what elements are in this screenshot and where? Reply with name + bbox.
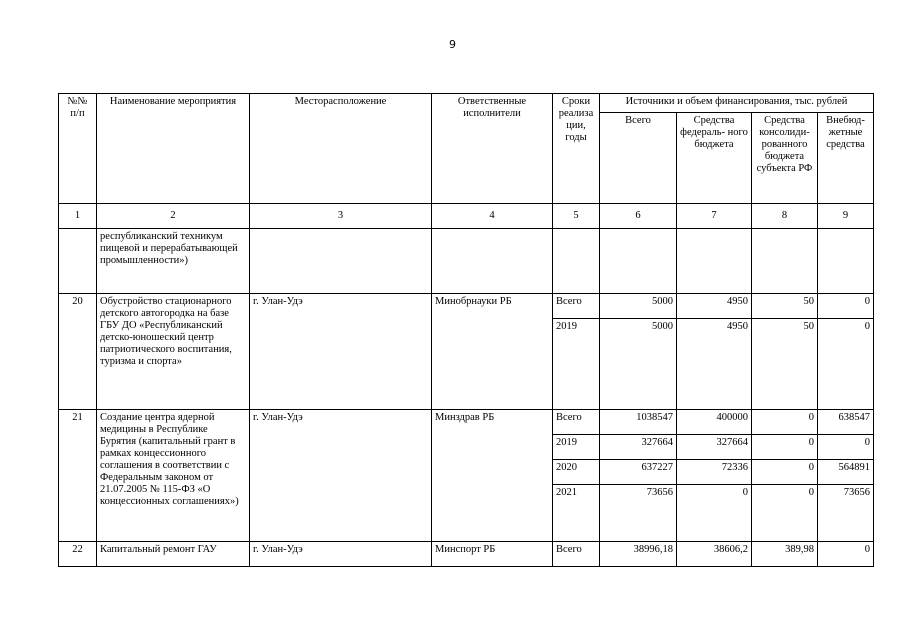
continuation-row — [59, 229, 874, 294]
column-number-row — [59, 204, 874, 229]
item-num: 20 — [59, 294, 97, 410]
item-federal: 400000 — [677, 410, 752, 435]
item-federal: 0 — [677, 485, 752, 542]
column-number: 4 — [432, 204, 553, 229]
item-regional: 389,98 — [752, 542, 818, 567]
item-extrabudget: 0 — [818, 319, 874, 410]
header-name: Наименование мероприятия — [97, 94, 250, 204]
header-federal: Средства федераль- ного бюджета — [677, 113, 752, 204]
item-extrabudget: 0 — [818, 435, 874, 460]
item-regional: 0 — [752, 435, 818, 460]
item-total: 1038547 — [600, 410, 677, 435]
item-federal: 38606,2 — [677, 542, 752, 567]
item-total: 637227 — [600, 460, 677, 485]
item-executor: Минздрав РБ — [432, 410, 553, 542]
item-regional: 0 — [752, 485, 818, 542]
header-funding-group: Источники и объем финансирования, тыс. рублей — [600, 94, 874, 113]
item-regional: 0 — [752, 460, 818, 485]
item-regional: 0 — [752, 410, 818, 435]
column-number: 7 — [677, 204, 752, 229]
item-period: 2019 — [553, 319, 600, 410]
header-num: №№ п/п — [59, 94, 97, 204]
item-total: 5000 — [600, 319, 677, 410]
item-total: 327664 — [600, 435, 677, 460]
column-number: 2 — [97, 204, 250, 229]
item-period: Всего — [553, 410, 600, 435]
item-executor: Минобрнауки РБ — [432, 294, 553, 410]
column-number: 5 — [553, 204, 600, 229]
item-federal: 4950 — [677, 294, 752, 319]
item-federal: 4950 — [677, 319, 752, 410]
item-period: 2019 — [553, 435, 600, 460]
header-total: Всего — [600, 113, 677, 204]
item-location: г. Улан-Удэ — [250, 294, 432, 410]
item-period: 2020 — [553, 460, 600, 485]
column-number: 1 — [59, 204, 97, 229]
page-number: 9 — [449, 38, 456, 51]
header-regional: Средства консолиди- рованного бюджета субъекта РФ — [752, 113, 818, 204]
item-name: Обустройство стационарного детского автогородка на базе ГБУ ДО «Республиканский детско-юношеский центр патриотического воспитания, туризма и спорта» — [97, 294, 250, 410]
item-executor: Минспорт РБ — [432, 542, 553, 567]
item-period: Всего — [553, 294, 600, 319]
item-extrabudget: 564891 — [818, 460, 874, 485]
column-number: 9 — [818, 204, 874, 229]
item-name: Создание центра ядерной медицины в Республике Бурятия (капитальный грант в рамках концессионного соглашения в соответствии с Федеральным законом от 21.07.2005 № 115-ФЗ «О концессионных соглашениях») — [97, 410, 250, 542]
table-row — [59, 542, 874, 567]
item-extrabudget: 0 — [818, 294, 874, 319]
item-name: республиканский техникум пищевой и перерабатывающей промышленности») — [97, 229, 250, 294]
header-location: Месторасположение — [250, 94, 432, 204]
item-total: 5000 — [600, 294, 677, 319]
header-executor: Ответственные исполнители — [432, 94, 553, 204]
item-period: 2021 — [553, 485, 600, 542]
item-location: г. Улан-Удэ — [250, 410, 432, 542]
column-number: 3 — [250, 204, 432, 229]
item-total: 38996,18 — [600, 542, 677, 567]
item-period: Всего — [553, 542, 600, 567]
item-federal: 72336 — [677, 460, 752, 485]
header-row — [59, 94, 874, 113]
item-extrabudget: 73656 — [818, 485, 874, 542]
table-row — [59, 294, 874, 319]
item-num: 21 — [59, 410, 97, 542]
item-name: Капитальный ремонт ГАУ — [97, 542, 250, 567]
item-total: 73656 — [600, 485, 677, 542]
table-row — [59, 410, 874, 435]
column-number: 6 — [600, 204, 677, 229]
item-federal: 327664 — [677, 435, 752, 460]
column-number: 8 — [752, 204, 818, 229]
header-period: Сроки реализа ции, годы — [553, 94, 600, 204]
item-regional: 50 — [752, 294, 818, 319]
funding-table — [58, 93, 874, 567]
item-regional: 50 — [752, 319, 818, 410]
header-extrabudget: Внебюд- жетные средства — [818, 113, 874, 204]
item-extrabudget: 0 — [818, 542, 874, 567]
item-extrabudget: 638547 — [818, 410, 874, 435]
item-num: 22 — [59, 542, 97, 567]
item-location: г. Улан-Удэ — [250, 542, 432, 567]
